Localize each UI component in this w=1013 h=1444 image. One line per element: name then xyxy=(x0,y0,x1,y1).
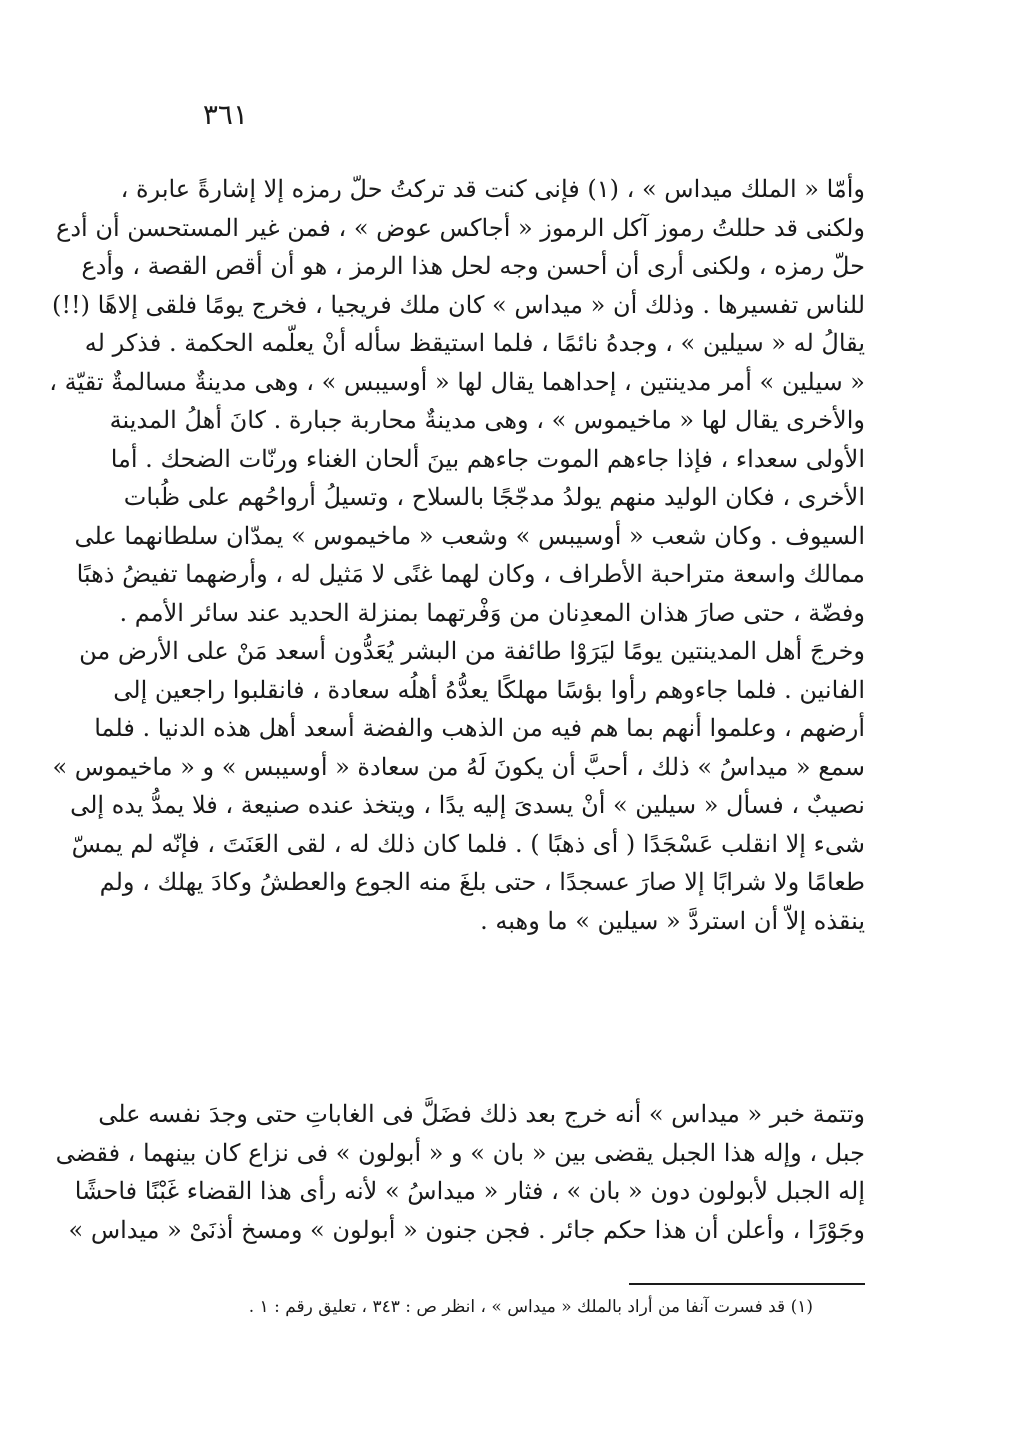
text-line: وجَوْرًا ، وأعلن أن هذا حكم جائر . فجن جنون « أبولون » ومسخ أذنَىْ « ميداس » xyxy=(68,1215,865,1244)
text-line: حلّ رمزه ، ولكنى أرى أن أحسن وجه لحل هذا الرمز ، هو أن أقص القصة ، وأدع xyxy=(81,252,865,280)
footnote-divider xyxy=(629,1283,865,1285)
text-line: أرضهم ، وعلموا أنهم بما هم فيه من الذهب والفضة أسعد أهل هذه الدنيا . فلما xyxy=(94,714,865,742)
text-line: يقالُ له « سيلين » ، وجدهُ نائمًا ، فلما استيقظ سأله أنْ يعلّمه الحكمة . فذكر له xyxy=(84,329,865,357)
body-paragraph-2 xyxy=(55,1095,865,1249)
text-line: سمع « ميداسُ » ذلك ، أحبَّ أن يكونَ لَهُ من سعادة « أوسيبس » و « ماخيموس » xyxy=(52,752,865,781)
text-line: السيوف . وكان شعب « أوسيبس » وشعب « ماخيموس » يمدّان سلطانهما على xyxy=(74,521,865,550)
text-line: وخرجَ أهل المدينتين يومًا ليَرَوْا طائفة من البشر يُعَدُّون أسعد مَنْ على الأرض من xyxy=(79,637,865,665)
body-paragraph-1 xyxy=(49,170,865,940)
text-line: « سيلين » أمر مدينتين ، إحداهما يقال لها « أوسيبس » ، وهى مدينةٌ مسالمةٌ تقيّة ، xyxy=(49,367,865,396)
text-line: شىء إلا انقلب عَسْجَدًا ( أى ذهبًا ) . فلما كان ذلك له ، لقى العَنَتَ ، فإنّه لم يمسّ xyxy=(71,829,865,858)
text-line: الفانين . فلما جاءوهم رأوا بؤسًا مهلكًا يعدُّهُ أهلُه سعادة ، فانقلبوا راجعين إلى xyxy=(113,675,865,704)
text-line: والأخرى يقال لها « ماخيموس » ، وهى مدينةٌ محاربة جبارة . كانَ أهلُ المدينة xyxy=(109,406,865,434)
text-line: إله الجبل لأبولون دون « بان » ، فثار « ميداسُ » لأنه رأى هذا القضاء غَبْنًا فاحشًا xyxy=(74,1177,865,1205)
text-line: ينقذه إلاّ أن استردَّ « سيلين » ما وهبه . xyxy=(480,906,865,935)
text-line: الأولى سعداء ، فإذا جاءهم الموت جاءهم بينَ ألحان الغناء ورنّات الضحك . أما xyxy=(110,444,865,473)
text-line: نصيبٌ ، فسأل « سيلين » أنْ يسدىَ إليه يدًا ، ويتخذ عنده صنيعة ، فلا يمدُّ يده إلى xyxy=(70,791,865,819)
text-line: طعامًا ولا شرابًا إلا صارَ عسجدًا ، حتى بلغَ منه الجوع والعطشُ وكادَ يهلك ، ولم xyxy=(99,868,865,896)
text-line: وفضّة ، حتى صارَ هذان المعدِنان من وَفْرتهما بمنزلة الحديد عند سائر الأمم . xyxy=(119,598,865,627)
text-line: الأخرى ، فكان الوليد منهم يولدُ مدجّجًا بالسلاح ، وتسيلُ أرواحُهم على ظُبات xyxy=(123,483,865,511)
page-number: ٣٦١ xyxy=(202,98,248,131)
text-line: ولكنى قد حللتُ رموز آكل الرموز « أجاكس عوض » ، فمن غير المستحسن أن أدع xyxy=(56,213,865,242)
text-line: وتتمة خبر « ميداس » أنه خرج بعد ذلك فضَلَّ فى الغاباتِ حتى وجدَ نفسه على xyxy=(98,1100,865,1128)
text-line: للناس تفسيرها . وذلك أن « ميداس » كان ملك فريجيا ، فخرج يومًا فلقى إلاهًا (!!) xyxy=(51,290,865,319)
footnote: (١) قد فسرت آنفا من أراد بالملك « ميداس » ، انظر ص : ٣٤٣ ، تعليق رقم : ١ . xyxy=(248,1297,813,1317)
text-line: جبل ، وإله هذا الجبل يقضى بين « بان » و « أبولون » فى نزاع كان بينهما ، فقضى xyxy=(55,1138,865,1167)
text-line: ممالك واسعة متراحبة الأطراف ، وكان لهما غنًى لا مَثيل له ، وأرضهما تفيضُ ذهبًا xyxy=(76,560,865,588)
text-line: وأمّا « الملك ميداس » ، (١) فإنى كنت قد تركتُ حلّ رمزه إلا إشارةً عابرة ، xyxy=(120,175,865,203)
